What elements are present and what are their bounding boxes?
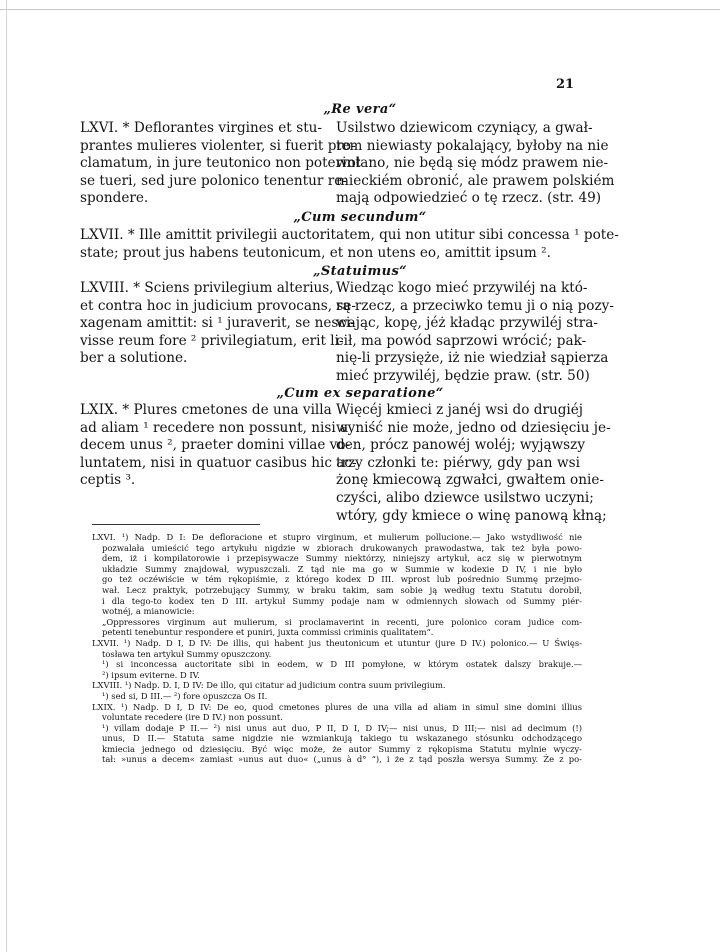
footnote-line: pozwalała umieścić tego artykułu nigdzie w zbiorach drukowanych prawodastwa, tak też była powo- [102, 542, 582, 553]
footnote-line: „Oppressores virginum aut mulierum, si proclamaverint in recenti, jure polonico coram judice com- [102, 616, 582, 627]
text-line: prantes mulieres violenter, si fuerit pro- [80, 137, 356, 154]
footnote-line: LXIX. ¹) Nadp. D I, D IV: De eo, quod cmetones plures de una villa ad aliam in simul sine domini illius [92, 701, 582, 712]
text-line: mieć przywiléj, będzie praw. (str. 50) [336, 367, 590, 384]
text-line: LXVI. * Deflorantes virgines et stu- [80, 120, 322, 136]
footnote-line: go też oczéwiście w tém rękopiśmie, z którego kodex D III. wprost lub pośrednio Summę przejmo- [102, 574, 582, 585]
text-line: clamatum, in jure teutonico non poterint [80, 155, 361, 172]
latin-text-lxviii [80, 280, 356, 368]
text-line: Więcéj kmieci z janéj wsi do drugiéj [336, 402, 584, 418]
text-line: wołano, nie będą się módz prawem nie- [336, 155, 609, 172]
footnote-line: tał: »unus a decem« zamiast »unus aut duo« („unus à d° “), i że z tąd poszła wersya Summy. Że z po- [102, 754, 582, 765]
text-line: den, prócz panowéj woléj; wyjąwszy [336, 437, 586, 454]
footnote-line: wał. Lecz praktyk, potrzebujący Summy, w braku takim, sam sobie ją według textu Statutu dorobił, [102, 584, 582, 595]
footnote-line: LXVIII. ¹) Nadp. D. I, D IV: De illo, qui citatur ad judicium contra suum privilegium. [92, 680, 446, 691]
text-line: cił, ma powód saprzowi wrócić; pak- [336, 332, 587, 349]
text-line: rą rzecz, a przeciwko temu ji o nią pozy- [336, 297, 614, 314]
text-line: mieckiém obronić, ale prawem polskiém [336, 172, 615, 189]
footnote-line: voluntate recedere (ire D IV.) non possunt. [102, 712, 283, 723]
footnote-line: LXVII. ¹) Nadp. D I, D IV: De illis, qui habent jus theutonicum et utuntur (jure D IV.) polonico.— U Święs- [92, 637, 582, 648]
footnote-line: LXVI. ¹) Nadp. D I: De defloracione et stupro virginum, et mulierum pollucione.— Jako wstydliwość nie [92, 532, 582, 542]
latin-text-lxvi [80, 120, 361, 208]
footnote-line: dem, iż i kompilatorowie i przepisywacze Summy niektórzy, niniejszy artykuł, acz się w pierwotnym [102, 553, 582, 564]
text-line: ceptis ³. [80, 472, 136, 489]
text-line: wając, kopę, jéż kładąc przywiléj stra- [336, 315, 598, 332]
footnote-line: i dla tego-to kodex ten D III. artykuł Summy podaje nam w odmiennych słowach od Summy piér- [102, 595, 582, 606]
text-line: et contra hoc in judicium provocans, se- [80, 297, 356, 314]
text-line: ber a solutione. [80, 350, 188, 367]
text-line: wtóry, gdy kmiece o winę panową kłną; [336, 507, 607, 524]
footnote-line: wotnéj, a mianowicie: [102, 606, 195, 617]
text-line: visse reum fore ² privilegiatum, erit li- [80, 332, 344, 349]
scan-left-edge [6, 0, 7, 952]
text-line: czyści, alibo dziewce usilstwo uczyni; [336, 489, 594, 506]
latin-text-lxvii [80, 227, 619, 262]
footnote-line: unus, D II.— Statuta same nigdzie nie wzmiankują takiego tu wskazanego stósunku odchodzącego [102, 733, 582, 744]
text-line: wyniść nie może, jedno od dziesięciu je- [336, 419, 611, 436]
footnote-line: ¹) villam dodaje P II.— ²) nisi unus aut duo, P II, D I, D IV;— nisi unus, D III;— nisi ad decimum (!) [102, 722, 582, 733]
heading-statuimus: „Statuimus“ [312, 264, 408, 279]
text-line: mają odpowiedzieć o tę rzecz. (str. 49) [336, 190, 602, 207]
footnote-line: ¹) si inconcessa auctoritate sibi in eodem, w D III pomyłone, w którym ostatek dalszy brakuje.— [102, 659, 582, 670]
text-line: trzy członki te: piérwy, gdy pan wsi [336, 454, 580, 471]
polish-text-lxvi [336, 120, 615, 208]
footnote-line: układzie Summy znajdował, wypuszczali. Z tąd nie ma go w Summie w kodexie D IV, i nie było [102, 563, 582, 574]
footnote-line: ²) ipsum eviterne. D IV. [102, 669, 200, 680]
text-line: Usilstwo dziewicom czyniący, a gwał- [336, 120, 593, 136]
scan-top-edge [0, 0, 720, 10]
text-line: LXVIII. * Sciens privilegium alterius, [80, 280, 334, 296]
text-line: decem unus ², praeter domini villae vo- [80, 437, 351, 454]
text-line: luntatem, nisi in quatuor casibus hic ac- [80, 454, 357, 471]
text-line: LXVII. * Ille amittit privilegii auctoritatem, qui non utitur sibi concessa ¹ pote- [80, 227, 619, 243]
text-line: xagenam amittit: si ¹ juraverit, se nesci- [80, 315, 355, 332]
footnote-line: ¹) sed si, D III.— ²) fore opuszcza Os II. [102, 690, 268, 701]
text-line: ad aliam ¹ recedere non possunt, nisi a [80, 419, 349, 436]
footnotes [92, 532, 582, 765]
latin-text-lxix [80, 402, 357, 490]
polish-text-lxviii [336, 280, 614, 386]
polish-text-lxix [336, 402, 611, 525]
heading-cum-secundum: „Cum secundum“ [293, 210, 427, 225]
text-line: żonę kmiecową zgwałci, gwałtem onie- [336, 472, 604, 489]
heading-cum-ex-separatione: „Cum ex separatione“ [276, 386, 444, 401]
text-line: se tueri, sed jure polonico tenentur re- [80, 172, 347, 189]
text-line: nię-li przysięże, iż nie wiedział sąpierza [336, 350, 609, 367]
text-line: tem niewiasty pokalający, byłoby na nie [336, 137, 609, 154]
footnote-line: tosława ten artykuł Summy opuszczony. [102, 648, 272, 659]
footnote-separator [92, 524, 260, 525]
footnote-line: petenti tenebuntur respondere et puniri, juxta commissi criminis qualitatem“. [102, 627, 434, 638]
text-line: spondere. [80, 190, 149, 207]
heading-re-vera: „Re vera“ [323, 102, 397, 117]
text-line: Wiedząc kogo mieć przywiléj na któ- [336, 280, 588, 296]
footnote-line: kmiecia jednego od dziesięciu. Być więc może, że autor Summy z rękopisma Statutu mylnie wyczy- [102, 743, 582, 754]
text-line: LXIX. * Plures cmetones de una villa [80, 402, 332, 418]
text-line: state; prout jus habens teutonicum, et non utens eo, amittit ipsum ². [80, 244, 551, 261]
page-number: 21 [556, 77, 575, 92]
